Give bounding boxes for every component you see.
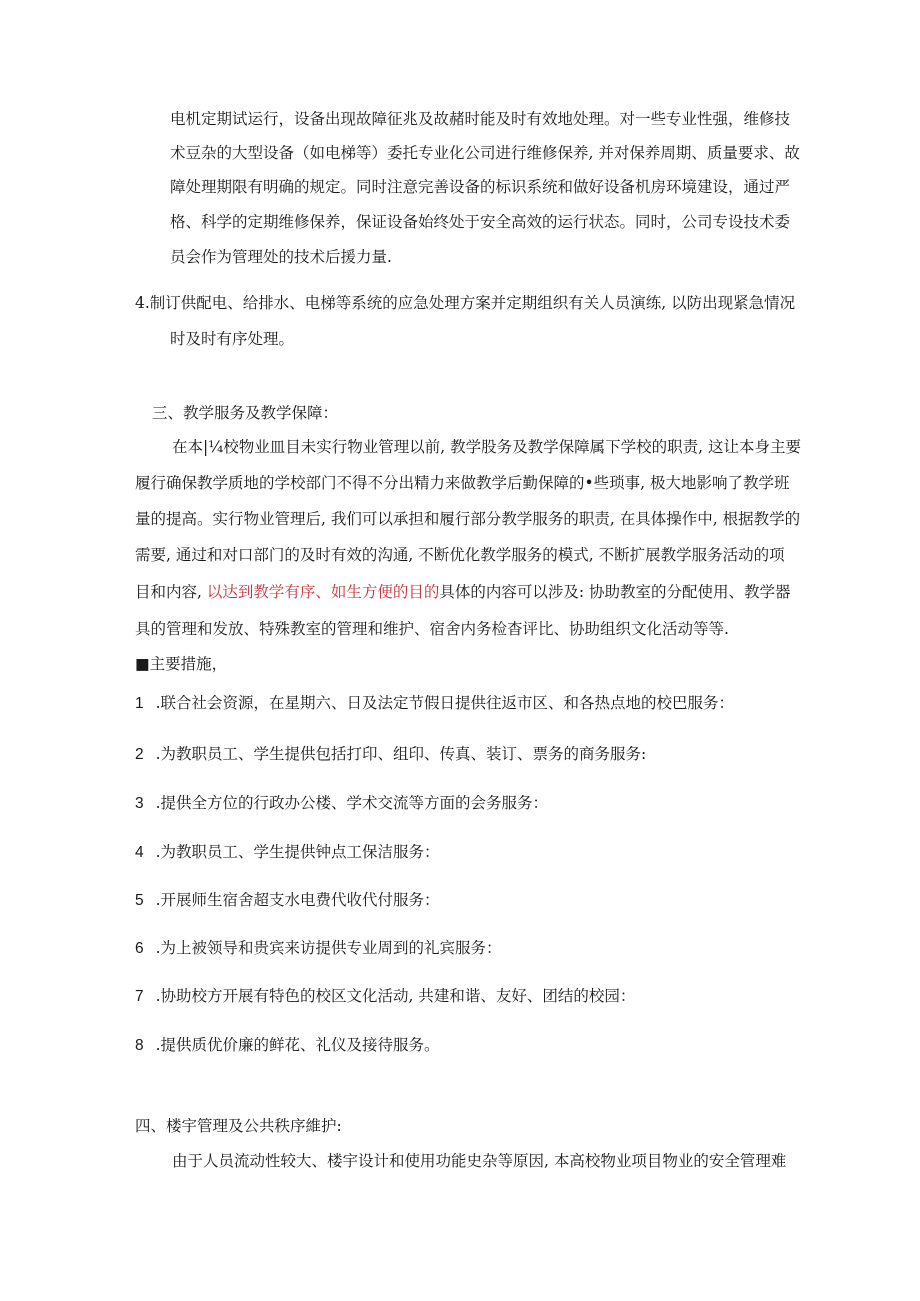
continuation-line-1: 电机定期试运行，设备出现故障征兆及故赭时能及时有效地处理。对一些专业性强，维修技	[170, 110, 791, 128]
list-item-number: 3	[135, 795, 144, 812]
highlighted-phrase: 以达到教学有序、如生方便的目的	[206, 583, 440, 601]
section-3-para-line-4: 需要, 通过和对口部门的及时有效的沟通, 不断优化教学服务的模式, 不断扩展教学服务活动的项	[135, 546, 785, 564]
list-item-number: 2	[135, 746, 144, 763]
list-item-number: 8	[135, 1037, 144, 1054]
list-item-text: .开展师生宿舍超支水电费代收代付服务：	[155, 891, 440, 909]
section-3-para-line-5	[135, 581, 791, 603]
continuation-line-3: 障处理期限有明确的规定。同时注意完善设备的标识系统和做好设备机房环境建设，通过严	[170, 178, 791, 196]
list-item-text: .提供全方位的行政办公楼、学术交流等方面的会务服务：	[155, 794, 549, 812]
list-item-text: .为教职员工、学生提供钟点工保洁服务：	[155, 843, 440, 861]
list-item-number: 5	[135, 892, 144, 909]
list-item	[135, 985, 635, 1008]
continuation-line-4: 格、科学的定期维修保养，保证设备始终处于安全高效的运行状态。同时，公司专设技术委	[170, 213, 791, 231]
list-item	[135, 937, 502, 960]
section-3-heading: 三、教学服务及教学保障：	[152, 404, 339, 422]
list-item	[135, 692, 734, 715]
list-item-text: .协助校方开展有特色的校区文化活动, 共建和谐、友好、团结的校园：	[155, 987, 636, 1005]
list-item	[135, 889, 440, 912]
line-5-tail: 具体的内容可以涉及: 协助教室的分配使用、教学器	[439, 583, 791, 601]
list-item-text: .为上被领导和贵宾来访提供专业周到的礼宾服务：	[155, 939, 502, 957]
section-3-para-line-2: 履行确保教学质地的学校部门不得不分出精力来做教学后勤保障的•些琐事, 极大地影响了教学班	[135, 474, 790, 492]
list-item-text: .提供质优价廉的鲜花、礼仪及接待服务。	[155, 1036, 440, 1054]
list-item	[135, 743, 646, 766]
line-5-lead: 目和内容,	[135, 583, 207, 601]
list-item-text: .联合社会资源，在星期六、日及法定节假日提供往返市区、和各热点地的校巴服务：	[155, 694, 735, 712]
section-3-para-line-1: 在本|¼校物业皿目未实行物业管理以前, 教学股务及教学保障属下学校的职责, 这让本身主要	[172, 438, 801, 456]
section-4-heading: 四、楼宇管理及公共秩序維护:	[135, 1117, 342, 1135]
list-item-number: 4	[135, 844, 144, 861]
list-item	[135, 841, 440, 864]
continuation-line-5: 员会作为管理处的技术后援力量.	[170, 248, 392, 266]
item-4-line-2: 时及时有序处理。	[170, 330, 295, 348]
section-3-para-line-6: 具的管理和发放、特殊教室的管理和维护、宿舍内务检杳评比、协助组织文化活动等等.	[135, 620, 729, 638]
list-item-number: 7	[135, 988, 144, 1005]
list-item	[135, 792, 548, 815]
measures-title: ■主要措施，	[135, 655, 228, 673]
list-item-text: .为教职员工、学生提供包括打印、组印、传真、装订、票务的商务服务:	[155, 745, 647, 763]
section-3-para-line-3: 量的提高。实行物业管理后, 我们可以承担和履行部分教学服务的职责, 在具体操作中, 根据教学的	[135, 510, 801, 528]
list-item	[135, 1034, 440, 1057]
list-item-number: 6	[135, 940, 144, 957]
item-4-line-1: 4.制订供配电、给排水、电梯等系统的应急处理方案并定期组织有关人员演练, 以防出现紧急情况	[135, 294, 796, 312]
list-item-number: 1	[135, 695, 144, 712]
continuation-line-2: 术豆杂的大型设备（如电梯等）委托专业化公司进行维修保养, 并对保养周期、质量要求、故	[170, 144, 800, 162]
section-4-para-line-1: 由于人员流动性较大、楼宇设计和使用功能史杂等原因, 本高校物业项目物业的安全管理难	[172, 1152, 787, 1170]
